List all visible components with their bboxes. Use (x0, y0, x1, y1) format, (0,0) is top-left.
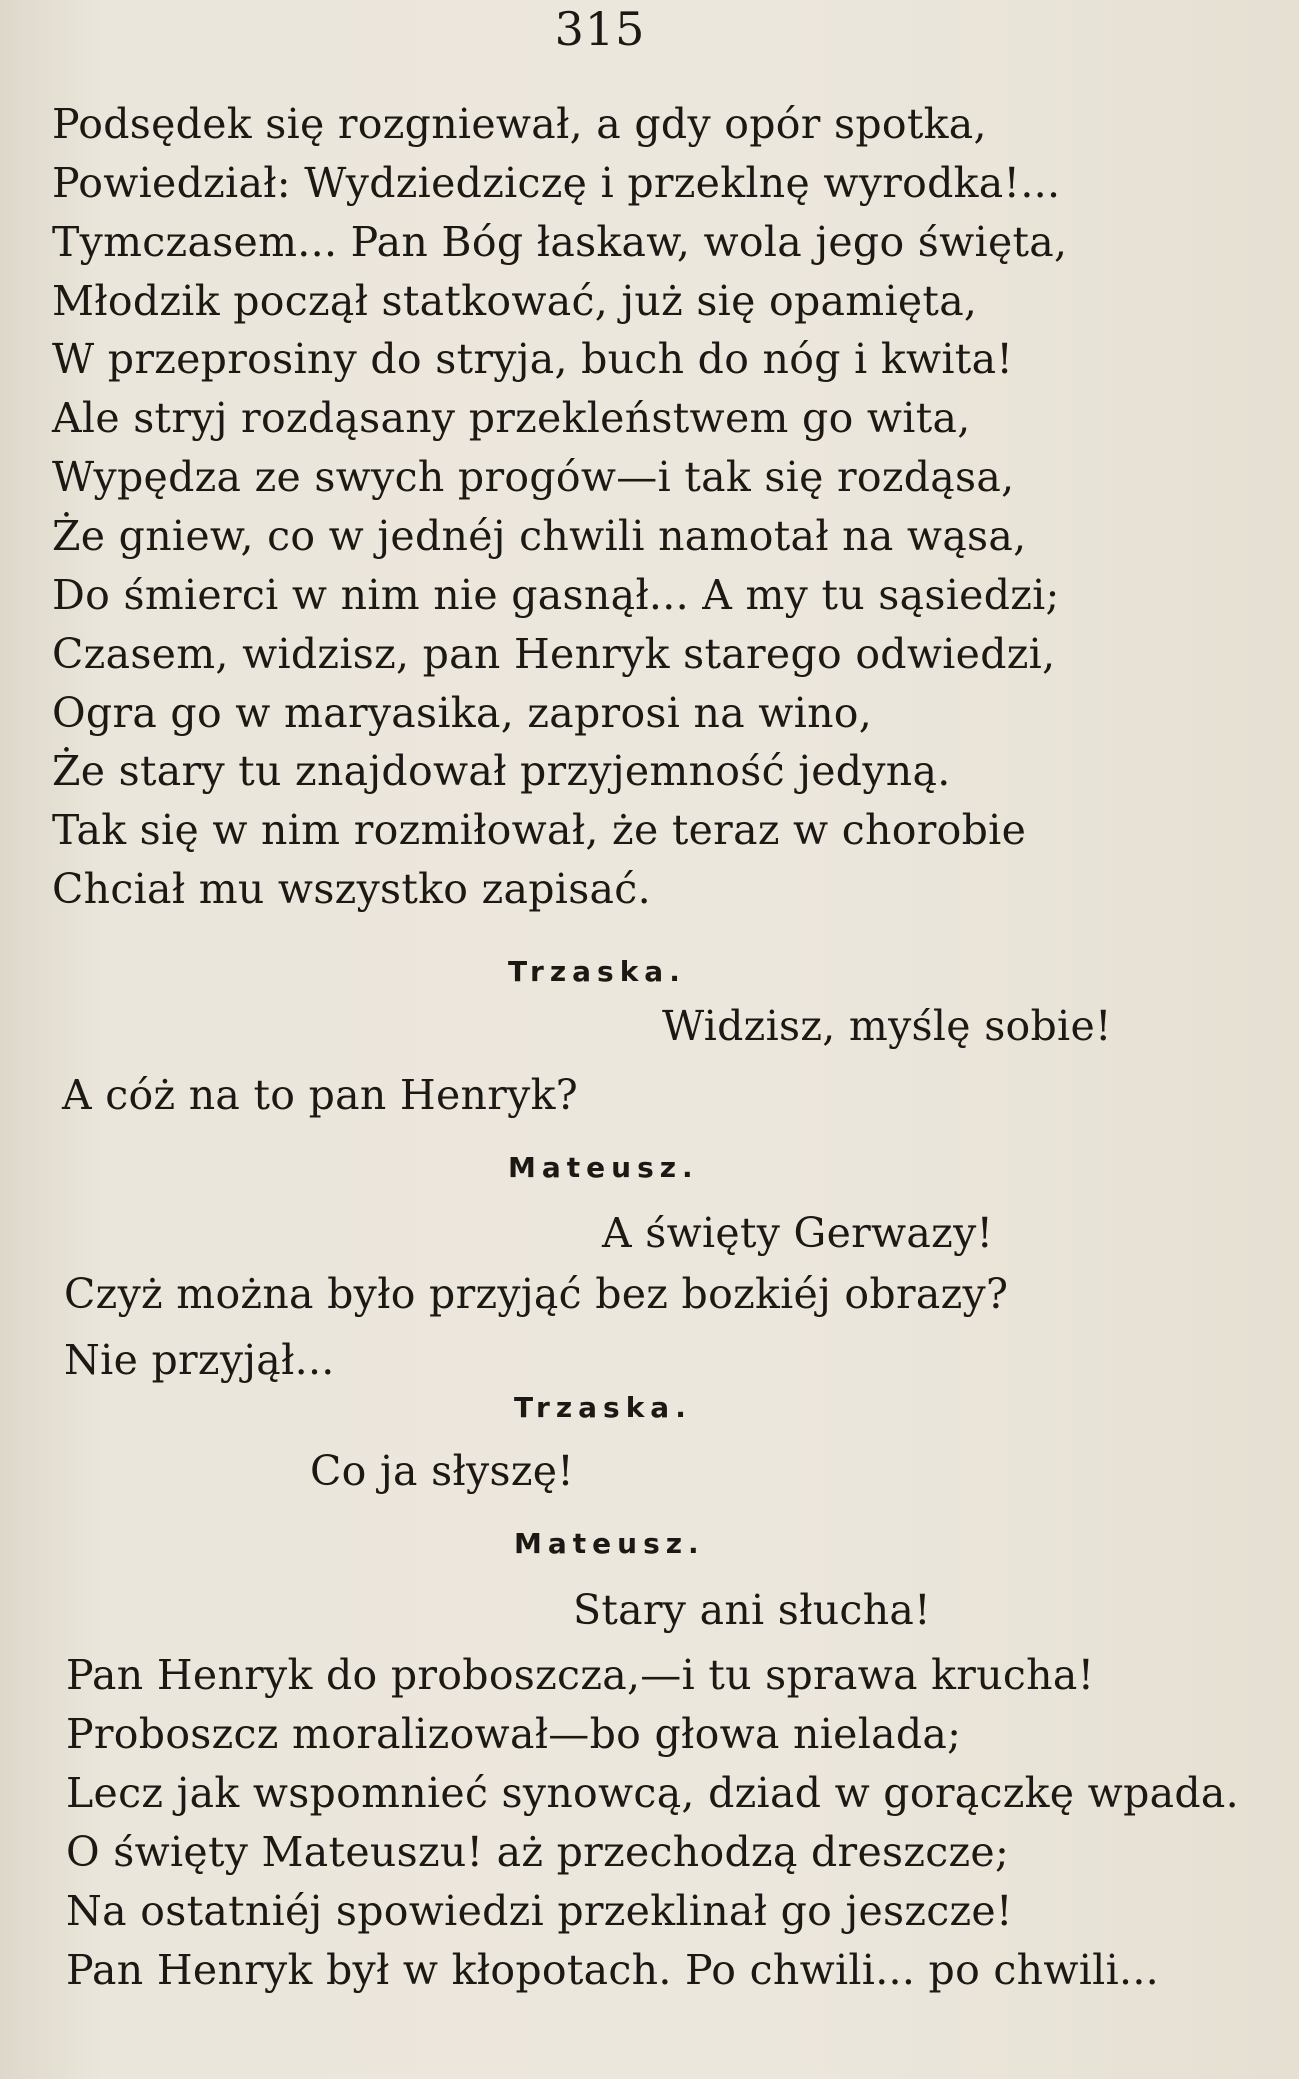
verse-line: Czasem, widzisz, pan Henryk starego odwiedzi, (52, 630, 1056, 678)
verse-line: Młodzik począł statkować, już się opamięta, (52, 277, 978, 325)
speaker-name: Trzaska. (514, 1391, 692, 1424)
verse-line: W przeprosiny do stryja, buch do nóg i kwita! (52, 335, 1014, 383)
page-number: 315 (554, 2, 646, 56)
dialogue-line: A święty Gerwazy! (602, 1209, 994, 1257)
verse-line: Pan Henryk do proboszcza,—i tu sprawa krucha! (66, 1651, 1095, 1699)
verse-line: Chciał mu wszystko zapisać. (52, 865, 651, 913)
verse-line: Ogra go w maryasika, zaprosi na wino, (52, 689, 873, 737)
dialogue-line: Co ja słyszę! (310, 1447, 575, 1495)
verse-line: Ale stryj rozdąsany przekleństwem go wita, (52, 394, 971, 442)
verse-line: Że gniew, co w jednéj chwili namotał na wąsa, (52, 512, 1027, 560)
verse-line: Że stary tu znajdował przyjemność jedyną. (52, 747, 951, 795)
verse-line: Tymczasem... Pan Bóg łaskaw, wola jego święta, (52, 218, 1068, 266)
verse-line: Tak się w nim rozmiłował, że teraz w chorobie (52, 806, 1027, 854)
verse-line: Pan Henryk był w kłopotach. Po chwili... po chwili... (66, 1946, 1159, 1994)
dialogue-line: Widzisz, myślę sobie! (662, 1002, 1112, 1050)
speaker-name: Mateusz. (508, 1151, 699, 1184)
verse-line: Czyż można było przyjąć bez bozkiéj obrazy? (64, 1270, 1009, 1318)
verse-line: Podsędek się rozgniewał, a gdy opór spotka, (52, 100, 987, 148)
verse-line: Lecz jak wspomnieć synowcą, dziad w gorączkę wpada. (66, 1769, 1239, 1817)
speaker-name: Mateusz. (514, 1527, 705, 1560)
verse-line: Proboszcz moralizował—bo głowa nielada; (66, 1710, 962, 1758)
verse-line: Wypędza ze swych progów—i tak się rozdąsa, (52, 453, 1015, 501)
verse-line: O święty Mateuszu! aż przechodzą dreszcze; (66, 1828, 1010, 1876)
verse-line: Do śmierci w nim nie gasnął... A my tu sąsiedzi; (52, 571, 1060, 619)
verse-line: Na ostatniéj spowiedzi przeklinał go jeszcze! (66, 1887, 1013, 1935)
verse-line: Powiedział: Wydziedziczę i przeklnę wyrodka!... (52, 159, 1061, 207)
dialogue-line: Stary ani słucha! (573, 1586, 931, 1634)
speaker-name: Trzaska. (508, 955, 686, 988)
verse-line: Nie przyjął... (64, 1336, 335, 1384)
dialogue-line: A cóż na to pan Henryk? (62, 1071, 579, 1119)
